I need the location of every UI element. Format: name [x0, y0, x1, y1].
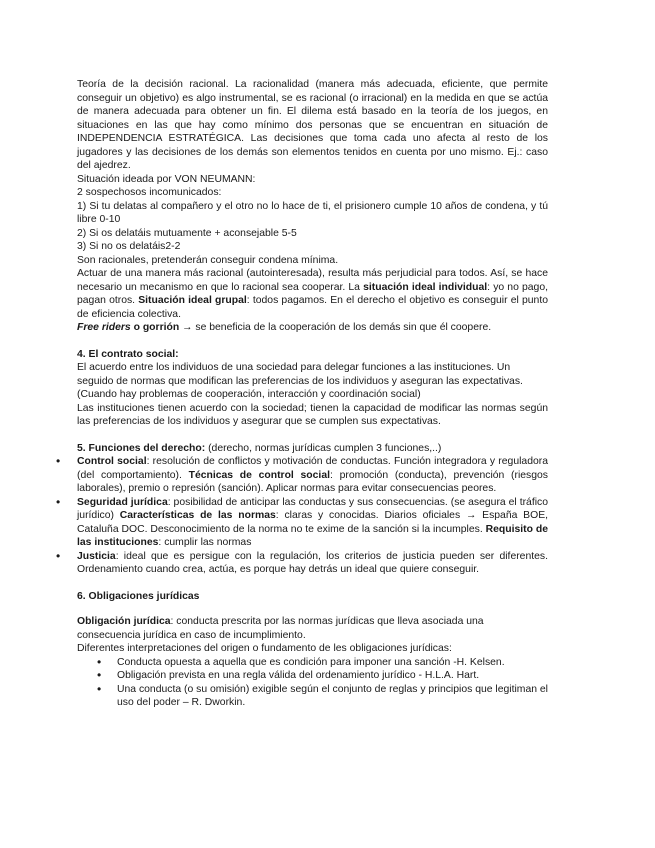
section-paragraph: Diferentes interpretaciones del origen o fundamento de les obligaciones jurídicas: [77, 643, 452, 654]
list-item-text: Conducta opuesta a aquella que es condición para imponer una sanción -H. Kelsen. [117, 656, 505, 668]
bullet-icon: • [56, 454, 61, 468]
text-run: Actuar de una manera más racional (autointeresada), resulta más perjudicial para todos. Así, se hace necesario un mecanismo en que lo racional sea cooperar. La [77, 268, 548, 293]
section-heading [77, 442, 548, 456]
bullet-icon: • [97, 654, 102, 669]
intro-line: 2) Si os delatáis mutuamente + aconsejable 5-5 [77, 227, 297, 239]
text-run: : todos pagamos. En el derecho el objetivo es conseguir el punto de eficiencia colectiva. [77, 295, 548, 320]
list-item [97, 668, 548, 683]
section-heading: 4. El contrato social: [77, 348, 179, 360]
list-item [56, 494, 549, 550]
section-paragraph: Las instituciones tienen acuerdo con la sociedad; tienen la capacidad de modificar las normas según las preferencias de los individuos y asegurar que se cumplen sus expectativas. [77, 402, 548, 427]
intro-paragraph [77, 321, 548, 335]
list-item [97, 681, 548, 710]
bold-term: Características de las normas [119, 510, 276, 521]
intro-paragraph [77, 267, 548, 321]
text-run: : yo no pago, pagan otros. [77, 281, 548, 306]
bold-term: Justicia [77, 550, 116, 562]
text-run: → se beneficia de la cooperación de los demás sin que él coopere. [179, 322, 492, 333]
section-paragraph: El acuerdo entre los individuos de una sociedad para delegar funciones a las instituciones. Un seguido de normas que modifican las preferencias de los individuos y aseguran las expectativas. (Cuando hay problemas de cooperación, interacción y coordinación social) [77, 362, 523, 400]
text-run: : promoción (conducta), prevención (riesgos laborales), premio o represión (sanción). Aplicar normas para evitar consecuencias peores. [77, 469, 548, 494]
text-run: : conducta prescrita por las normas jurídicas que lleva asociada una consecuencia jurídica en caso de incumplimiento. [77, 616, 484, 641]
text-run: : posibilidad de anticipar las conductas y sus consecuencias. (se asegura el tráfico jurídico) [77, 496, 548, 521]
bold-term: Free riders [77, 322, 131, 333]
list-item-text: Obligación prevista en una regla válida del ordenamiento jurídico - H.L.A. Hart. [117, 670, 480, 681]
bold-term: situación ideal individual [363, 281, 488, 293]
bold-term: Control social [77, 456, 147, 467]
intro-line: Son racionales, pretenderán conseguir condena mínima. [77, 254, 339, 266]
bold-term: o gorrión [130, 322, 180, 333]
intro-line: 2 sospechosos incomunicados: [77, 187, 222, 198]
document-page [56, 78, 549, 710]
section-paragraph [77, 615, 548, 642]
section-heading: 6. Obligaciones jurídicas [77, 590, 200, 602]
bullet-icon: • [97, 668, 102, 682]
text-run: : claras y conocidas. Diarios oficiales → España BOE, Cataluña DOC. Desconocimiento de la norma no te exime de la sanción si la incumples. [77, 510, 549, 535]
bullet-icon: • [97, 681, 102, 696]
list-item [56, 548, 548, 577]
bold-term: Situación ideal grupal [138, 295, 247, 306]
bullet-icon: • [56, 548, 61, 563]
text-run: : resolución de conflictos y motivación de conductas. Función integradora y reguladora (del comportamiento). [77, 456, 548, 481]
bold-term: 5. Funciones del derecho: [77, 442, 206, 454]
text-run: (derecho, normas jurídicas cumplen 3 funciones,..) [205, 442, 442, 454]
intro-line: 3) Si no os delatáis2-2 [77, 241, 181, 252]
bold-term: Técnicas de control social [188, 469, 330, 481]
text-run: : cumplir las normas [158, 537, 252, 548]
intro-line: Situación ideada por VON NEUMANN: [77, 173, 256, 185]
list-item [97, 654, 548, 670]
bold-term: Seguridad jurídica [77, 496, 168, 508]
list-item-text: Una conducta (o su omisión) exigible según el conjunto de reglas y principios que legitiman el uso del poder – R. Dworkin. [117, 683, 548, 708]
text-run: : ideal que es persigue con la regulación, los criterios de justicia pueden ser diferentes. Ordenamiento cuando crea, actúa, es porque hay detrás un ideal que quiere conseguir. [77, 550, 548, 575]
intro-line: 1) Si tu delatas al compañero y el otro no lo hace de ti, el prisionero cumple 10 años de condena, y tú libre 0-10 [77, 200, 548, 225]
bullet-list [56, 454, 549, 577]
bold-term: Requisito de las instituciones [77, 523, 548, 548]
bold-term: Obligación jurídica [77, 616, 171, 627]
intro-paragraph: Teoría de la decisión racional. La racionalidad (manera más adecuada, eficiente, que permite conseguir un objetivo) es algo instrumental, se es racional (o irracional) en la medida en que se actúa de manera adecuada para obtener un fin. El dilema está basado en la teoría de los juegos, en situaciones en las que hay como mínimo dos personas que se encuentran en situación de INDEPENDENCIA ESTRATÉGICA. Las decisiones que toma cada uno afecta al resto de los jugadores y las decisiones de los demás son elementos tenidos en cuenta por uno mismo. Ej.: caso del ajedrez. [77, 79, 548, 171]
bullet-icon: • [56, 494, 61, 509]
list-item [56, 454, 548, 496]
